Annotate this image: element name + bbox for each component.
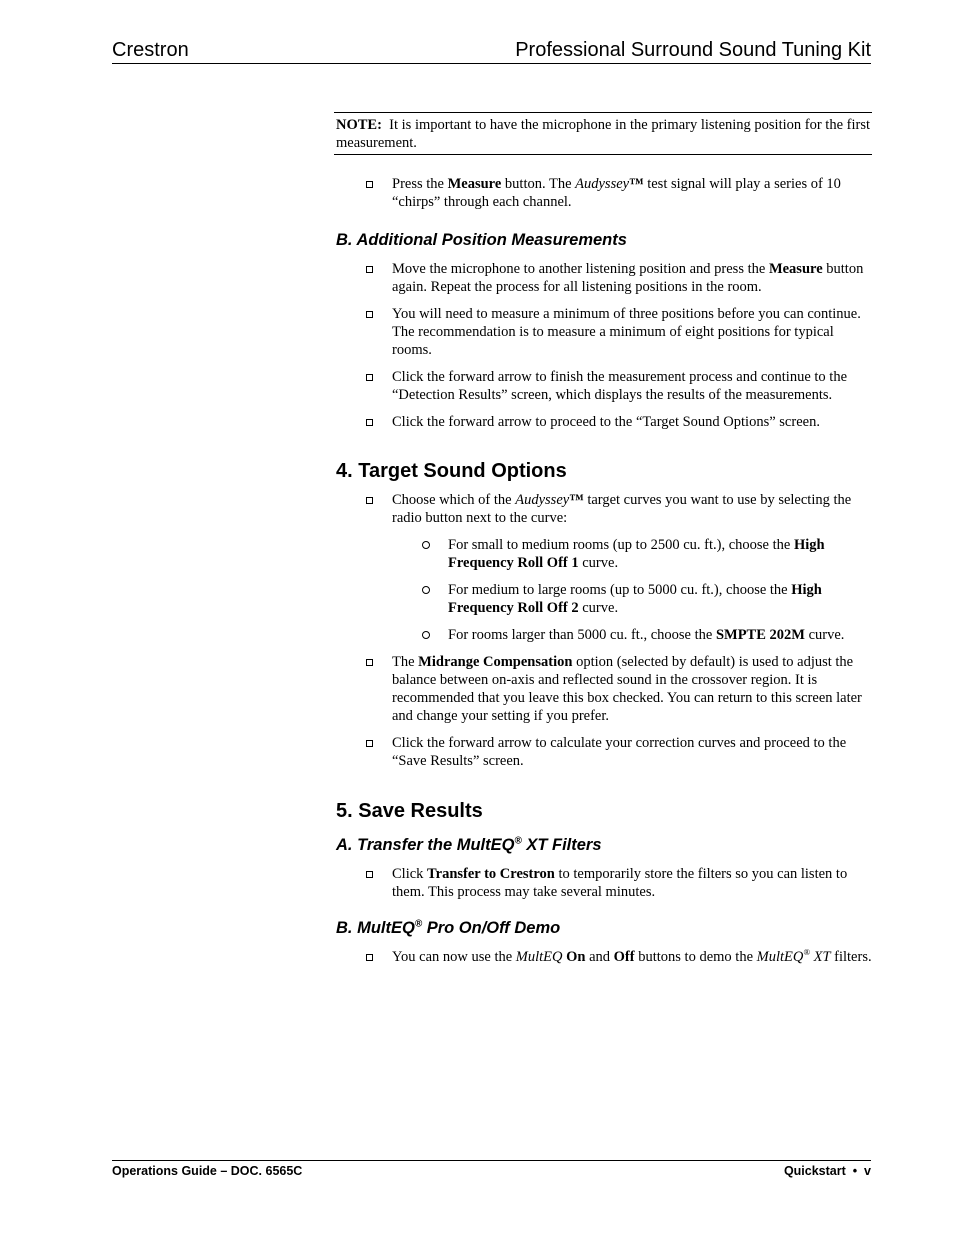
- note-text: It is important to have the microphone in the primary listening position for the first measurement.: [336, 117, 870, 151]
- sub-list-item: For rooms larger than 5000 cu. ft., choose the SMPTE 202M curve.: [336, 626, 872, 644]
- header-title: Professional Surround Sound Tuning Kit: [515, 39, 871, 61]
- list-item: Click the forward arrow to proceed to the “Target Sound Options” screen.: [336, 413, 872, 431]
- sub-list-item: For medium to large rooms (up to 5000 cu. ft.), choose the High Frequency Roll Off 2 curve.: [336, 581, 872, 617]
- circle-bullet-icon: [422, 631, 430, 639]
- section-heading: 5. Save Results: [336, 800, 483, 822]
- list-item: You will need to measure a minimum of three positions before you can continue. The recommendation is to measure a minimum of eight positions for typical rooms.: [336, 305, 872, 359]
- section-heading: B. MultEQ® Pro On/Off Demo: [336, 918, 561, 937]
- list-item: Click the forward arrow to calculate your correction curves and proceed to the “Save Results” screen.: [336, 734, 872, 770]
- section-heading: 4. Target Sound Options: [336, 460, 567, 482]
- checkbox-bullet-icon: [366, 311, 373, 318]
- circle-bullet-icon: [422, 586, 430, 594]
- checkbox-bullet-icon: [366, 954, 373, 961]
- list-item: The Midrange Compensation option (selected by default) is used to adjust the balance between on-axis and reflected sound in the crossover region. It is recommended that you leave this box checked. You can return to this screen later and change your setting if you prefer.: [336, 653, 872, 725]
- page-header: [112, 38, 871, 64]
- section-heading: B. Additional Position Measurements: [336, 231, 627, 249]
- sub-list-item: For small to medium rooms (up to 2500 cu. ft.), choose the High Frequency Roll Off 1 curve.: [336, 536, 872, 572]
- checkbox-bullet-icon: [366, 374, 373, 381]
- checkbox-bullet-icon: [366, 419, 373, 426]
- footer-page: Quickstart • v: [783, 1164, 871, 1178]
- main-content: [336, 175, 872, 975]
- note-box: [334, 112, 872, 155]
- list-item: Choose which of the Audyssey™ target curves you want to use by selecting the radio button next to the curve:: [336, 491, 872, 527]
- circle-bullet-icon: [422, 541, 430, 549]
- section-heading: A. Transfer the MultEQ® XT Filters: [336, 835, 602, 854]
- checkbox-bullet-icon: [366, 266, 373, 273]
- note-label: NOTE:: [336, 117, 382, 133]
- list-item: Click Transfer to Crestron to temporarily store the filters so you can listen to them. This process may take several minutes.: [336, 865, 872, 901]
- checkbox-bullet-icon: [366, 740, 373, 747]
- checkbox-bullet-icon: [366, 497, 373, 504]
- header-company: Crestron: [112, 39, 189, 61]
- list-item: You can now use the MultEQ On and Off buttons to demo the MultEQ® XT filters.: [336, 948, 872, 966]
- checkbox-bullet-icon: [366, 659, 373, 666]
- checkbox-bullet-icon: [366, 871, 373, 878]
- footer-doc-id: Operations Guide – DOC. 6565C: [112, 1164, 303, 1178]
- list-item: Move the microphone to another listening position and press the Measure button again. Repeat the process for all listening positions in the room.: [336, 260, 872, 296]
- page-footer: [112, 1160, 871, 1178]
- list-item: Click the forward arrow to finish the measurement process and continue to the “Detection Results” screen, which displays the results of the measurements.: [336, 368, 872, 404]
- list-item: Press the Measure button. The Audyssey™ test signal will play a series of 10 “chirps” through each channel.: [336, 175, 872, 211]
- checkbox-bullet-icon: [366, 181, 373, 188]
